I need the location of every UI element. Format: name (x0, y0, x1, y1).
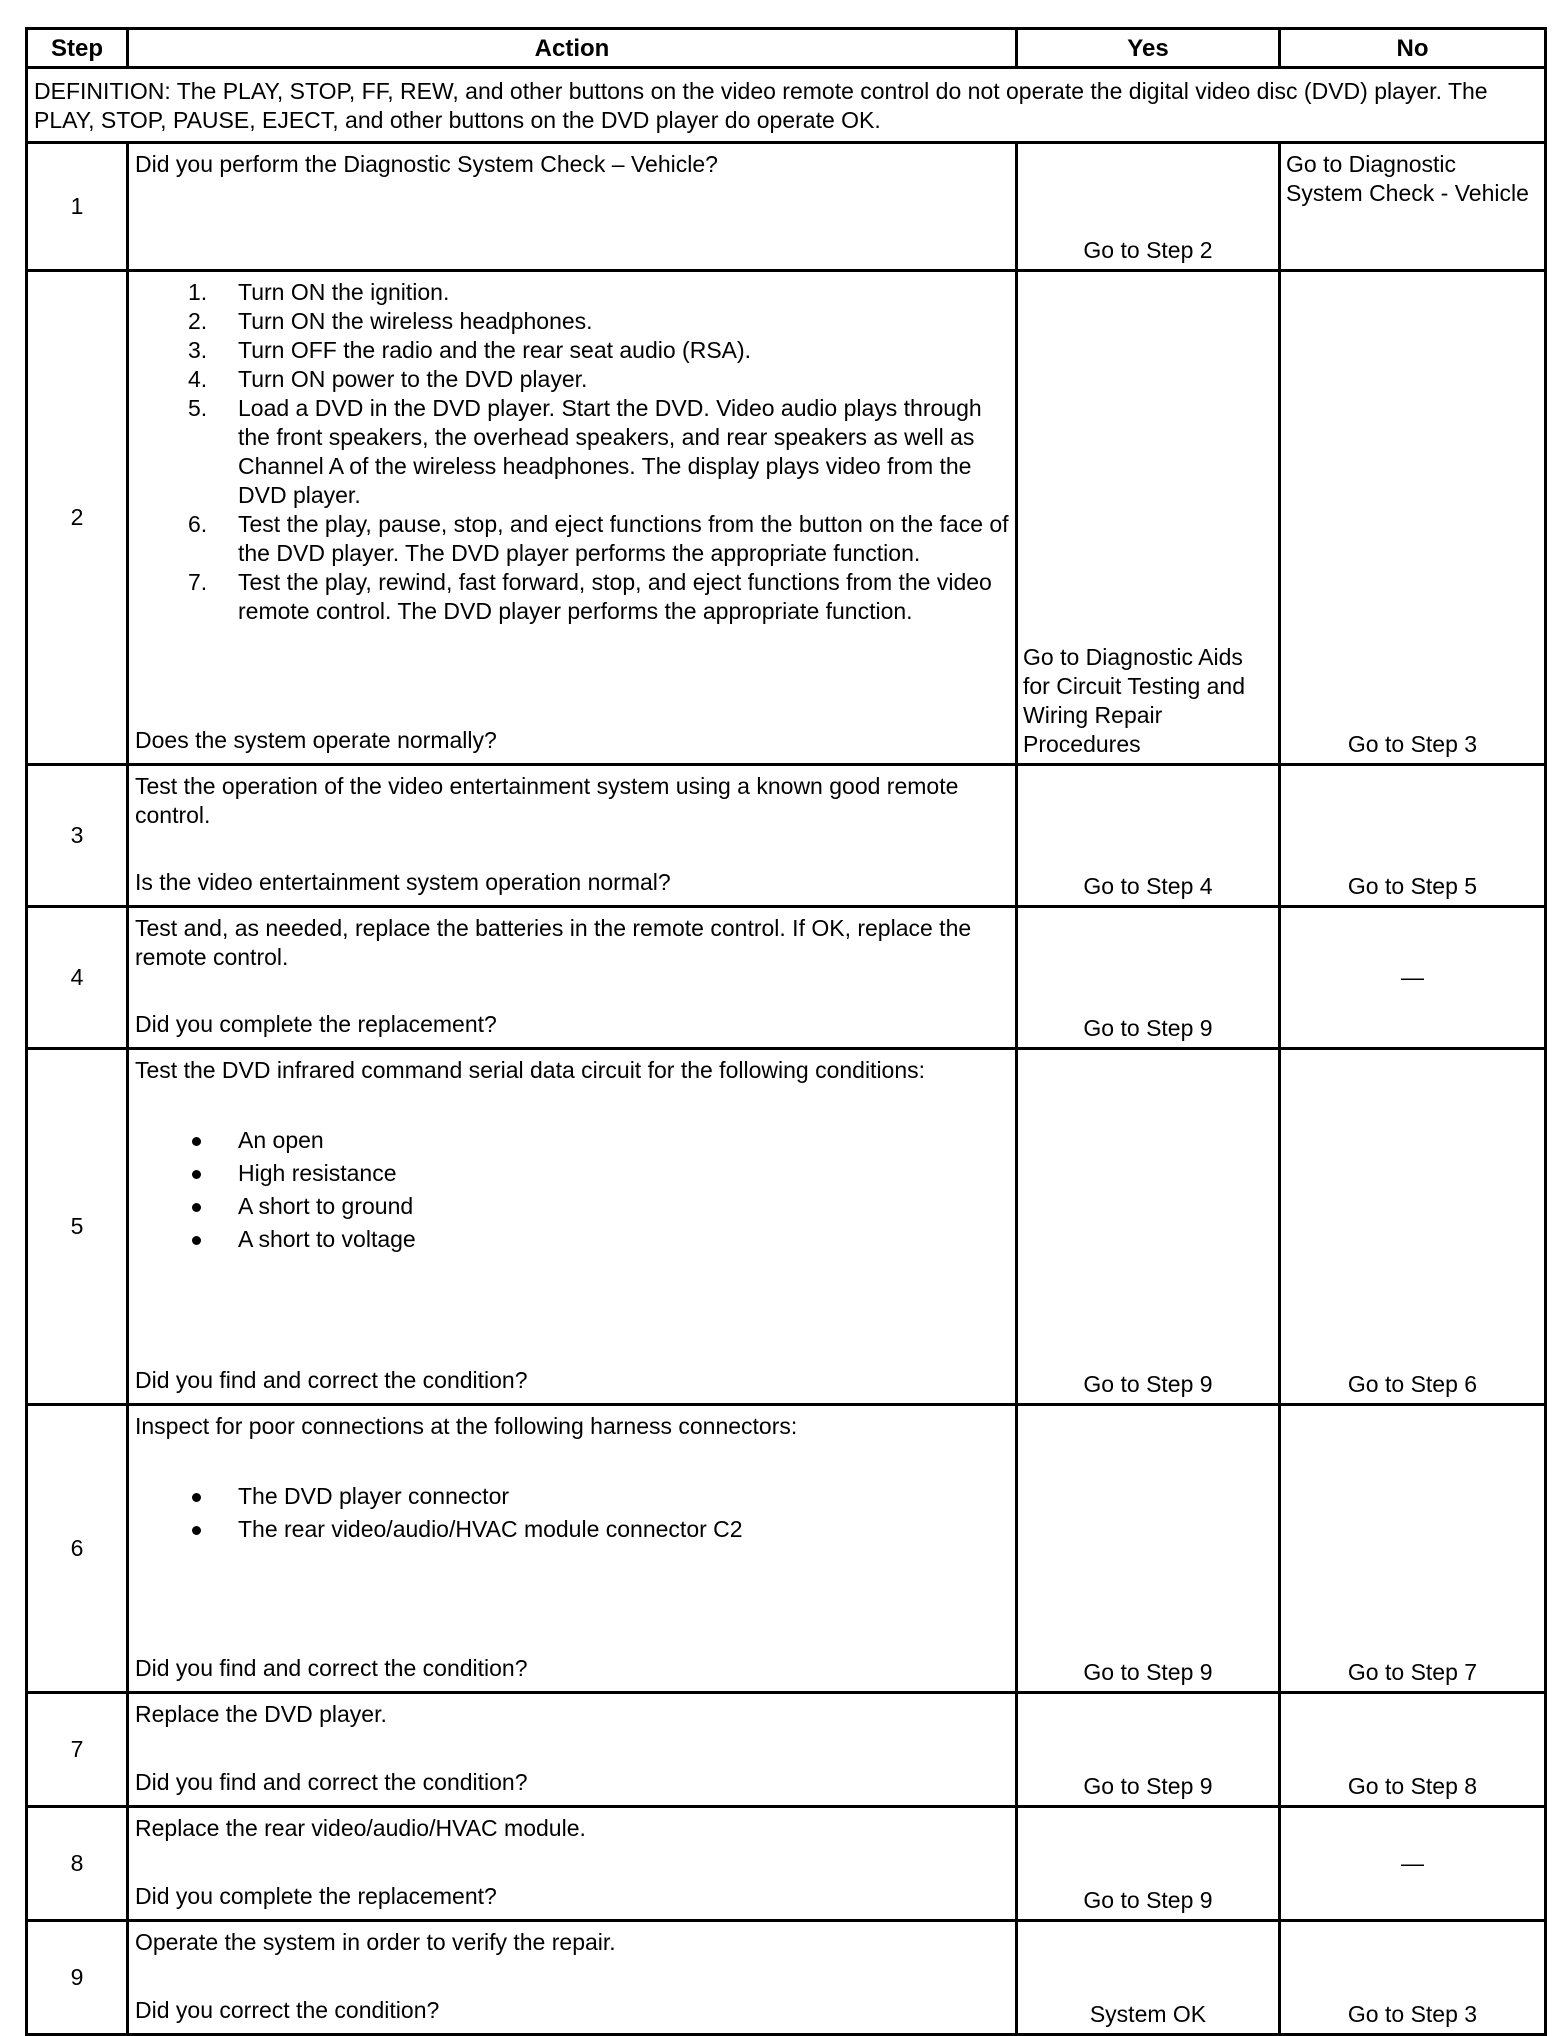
action-text: Operate the system in order to verify the repair. (135, 1929, 616, 1955)
question-text: Did you find and correct the condition? (135, 1655, 528, 1681)
no-cell: Go to Diagnostic System Check - Vehicle (1280, 143, 1546, 271)
list-item: High resistance (135, 1157, 1009, 1190)
no-cell: — (1280, 1807, 1546, 1921)
no-cell: Go to Step 7 (1280, 1405, 1546, 1693)
table-row (27, 1405, 1546, 1693)
list-item: A short to ground (135, 1190, 1009, 1223)
question-text: Did you find and correct the condition? (135, 1769, 528, 1795)
step-number: 9 (27, 1921, 128, 2035)
action-cell (128, 1921, 1017, 2035)
action-text: Test and, as needed, replace the batteries in the remote control. If OK, replace the remote control. (135, 915, 972, 970)
list-item: 5. Load a DVD in the DVD player. Start the DVD. Video audio plays through the front speakers, the overhead speakers, and rear speakers as well as Channel A of the wireless headphones. The display plays video from the DVD player. (188, 395, 982, 508)
table-row (27, 271, 1546, 765)
list-item: The rear video/audio/HVAC module connector C2 (135, 1513, 1009, 1546)
question-text: Did you complete the replacement? (135, 1011, 497, 1037)
action-cell (128, 1807, 1017, 1921)
diagnostic-table (25, 27, 1547, 2036)
action-cell (128, 1405, 1017, 1693)
no-cell: Go to Step 5 (1280, 765, 1546, 907)
table-row (27, 907, 1546, 1049)
step-number: 2 (27, 271, 128, 765)
step-number: 3 (27, 765, 128, 907)
table-row (27, 1049, 1546, 1405)
step-number: 6 (27, 1405, 128, 1693)
header-no: No (1280, 29, 1546, 68)
yes-cell: Go to Step 9 (1017, 907, 1280, 1049)
yes-cell: Go to Step 9 (1017, 1807, 1280, 1921)
bullet-icon (192, 1526, 201, 1535)
question-text: Did you complete the replacement? (135, 1883, 497, 1909)
list-item: 1. Turn ON the ignition. (188, 279, 450, 305)
question-text: Did you find and correct the condition? (135, 1367, 528, 1393)
bullet-icon (192, 1137, 201, 1146)
action-cell (128, 271, 1017, 765)
header-step: Step (27, 29, 128, 68)
list-item: 7. Test the play, rewind, fast forward, stop, and eject functions from the video remote control. The DVD player performs the appropriate function. (188, 569, 992, 624)
table-row (27, 143, 1546, 271)
bullet-icon (192, 1170, 201, 1179)
yes-cell: Go to Step 4 (1017, 765, 1280, 907)
action-cell (128, 765, 1017, 907)
action-text: Replace the rear video/audio/HVAC module. (135, 1815, 586, 1841)
action-cell (128, 1049, 1017, 1405)
list-item: 3. Turn OFF the radio and the rear seat audio (RSA). (188, 337, 752, 363)
table-row (27, 765, 1546, 907)
list-item: 2. Turn ON the wireless headphones. (188, 308, 593, 334)
action-text: Test the DVD infrared command serial data circuit for the following conditions: (135, 1057, 926, 1083)
question-text: Is the video entertainment system operation normal? (135, 869, 671, 895)
substep-list (135, 278, 1009, 626)
action-text: Inspect for poor connections at the following harness connectors: (135, 1413, 798, 1439)
header-row (27, 29, 1546, 68)
step-number: 1 (27, 143, 128, 271)
bullet-icon (192, 1236, 201, 1245)
table-row (27, 1921, 1546, 2035)
table-row (27, 1693, 1546, 1807)
step-number: 7 (27, 1693, 128, 1807)
table-row (27, 1807, 1546, 1921)
list-item: A short to voltage (135, 1223, 1009, 1256)
action-text: Replace the DVD player. (135, 1701, 387, 1727)
yes-cell: Go to Step 9 (1017, 1049, 1280, 1405)
action-cell (128, 1693, 1017, 1807)
bullet-icon (192, 1203, 201, 1212)
question-text: Does the system operate normally? (135, 727, 497, 753)
step-number: 8 (27, 1807, 128, 1921)
no-cell: — (1280, 907, 1546, 1049)
yes-cell: Go to Diagnostic Aids for Circuit Testing and Wiring Repair Procedures (1017, 271, 1280, 765)
header-yes: Yes (1017, 29, 1280, 68)
no-cell: Go to Step 3 (1280, 1921, 1546, 2035)
action-cell (128, 907, 1017, 1049)
condition-list (135, 1124, 1009, 1256)
yes-cell: System OK (1017, 1921, 1280, 2035)
action-text: Test the operation of the video entertainment system using a known good remote control. (135, 773, 959, 828)
action-text: Did you perform the Diagnostic System Check – Vehicle? (135, 151, 718, 177)
action-cell (128, 143, 1017, 271)
yes-cell: Go to Step 9 (1017, 1405, 1280, 1693)
connector-list (135, 1480, 1009, 1546)
step-number: 5 (27, 1049, 128, 1405)
no-cell: Go to Step 8 (1280, 1693, 1546, 1807)
question-text: Did you correct the condition? (135, 1997, 440, 2023)
no-cell: Go to Step 3 (1280, 271, 1546, 765)
list-item: An open (135, 1124, 1009, 1157)
yes-cell: Go to Step 2 (1017, 143, 1280, 271)
definition-row (27, 68, 1546, 143)
list-item: 4. Turn ON power to the DVD player. (188, 366, 588, 392)
bullet-icon (192, 1493, 201, 1502)
list-item: 6. Test the play, pause, stop, and eject functions from the button on the face of the DVD player. The DVD player performs the appropriate function. (188, 511, 1009, 566)
header-action: Action (128, 29, 1017, 68)
list-item: The DVD player connector (135, 1480, 1009, 1513)
yes-cell: Go to Step 9 (1017, 1693, 1280, 1807)
step-number: 4 (27, 907, 128, 1049)
no-cell: Go to Step 6 (1280, 1049, 1546, 1405)
definition-text: DEFINITION: The PLAY, STOP, FF, REW, and other buttons on the video remote control do not operate the digital video disc (DVD) player. The PLAY, STOP, PAUSE, EJECT, and other buttons on the DVD player do operate OK. (27, 68, 1546, 143)
